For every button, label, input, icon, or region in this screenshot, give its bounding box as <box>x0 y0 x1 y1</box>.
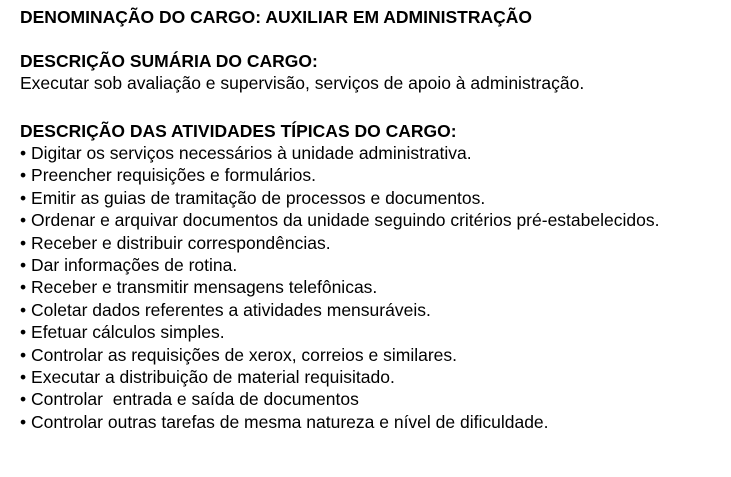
list-item-text: Controlar outras tarefas de mesma natureza e nível de dificuldade. <box>31 411 549 432</box>
bullet-icon: • <box>20 411 27 432</box>
list-item-text: Preencher requisições e formulários. <box>31 165 317 186</box>
summary-heading: DESCRIÇÃO SUMÁRIA DO CARGO: <box>20 51 318 71</box>
list-item <box>20 411 720 433</box>
list-item-text: Ordenar e arquivar documentos da unidade seguindo critérios pré-estabelecidos. <box>31 210 660 231</box>
summary-text: Executar sob avaliação e supervisão, serviços de apoio à administração. <box>20 73 585 93</box>
list-item <box>20 187 720 209</box>
list-item <box>20 388 720 410</box>
bullet-icon: • <box>20 277 27 298</box>
list-item-text: Emitir as guias de tramitação de processos e documentos. <box>31 187 486 208</box>
list-item <box>20 276 720 298</box>
bullet-icon: • <box>20 255 27 276</box>
list-item-text: Dar informações de rotina. <box>31 255 238 276</box>
list-item <box>20 254 720 276</box>
bullet-icon: • <box>20 210 27 231</box>
activities-heading: DESCRIÇÃO DAS ATIVIDADES TÍPICAS DO CARGO: <box>20 121 457 141</box>
list-item-text: Controlar as requisições de xerox, correios e similares. <box>31 344 458 365</box>
bullet-icon: • <box>20 187 27 208</box>
bullet-icon: • <box>20 344 27 365</box>
bullet-icon: • <box>20 389 27 410</box>
list-item <box>20 366 720 388</box>
list-item-text: Receber e distribuir correspondências. <box>31 232 331 253</box>
list-item <box>20 321 720 343</box>
list-item-text: Coletar dados referentes a atividades mensuráveis. <box>31 299 431 320</box>
bullet-icon: • <box>20 299 27 320</box>
list-item-text: Receber e transmitir mensagens telefônicas. <box>31 277 378 298</box>
list-item <box>20 142 720 164</box>
spacer <box>20 94 720 120</box>
list-item <box>20 164 720 186</box>
bullet-icon: • <box>20 143 27 163</box>
bullet-icon: • <box>20 322 27 343</box>
list-item <box>20 209 720 231</box>
list-item-text: Controlar entrada e saída de documentos <box>31 389 359 410</box>
spacer <box>20 28 720 50</box>
list-item-text: Executar a distribuição de material requisitado. <box>31 367 395 388</box>
document-title: DENOMINAÇÃO DO CARGO: AUXILIAR EM ADMINISTRAÇÃO <box>20 7 533 27</box>
list-item <box>20 344 720 366</box>
list-item-text: Digitar os serviços necessários à unidade administrativa. <box>31 143 472 163</box>
list-item <box>20 232 720 254</box>
document <box>20 6 720 433</box>
bullet-icon: • <box>20 165 27 186</box>
list-item-text: Efetuar cálculos simples. <box>31 322 225 343</box>
bullet-icon: • <box>20 232 27 253</box>
bullet-icon: • <box>20 367 27 388</box>
list-item <box>20 299 720 321</box>
activities-list <box>20 142 720 433</box>
